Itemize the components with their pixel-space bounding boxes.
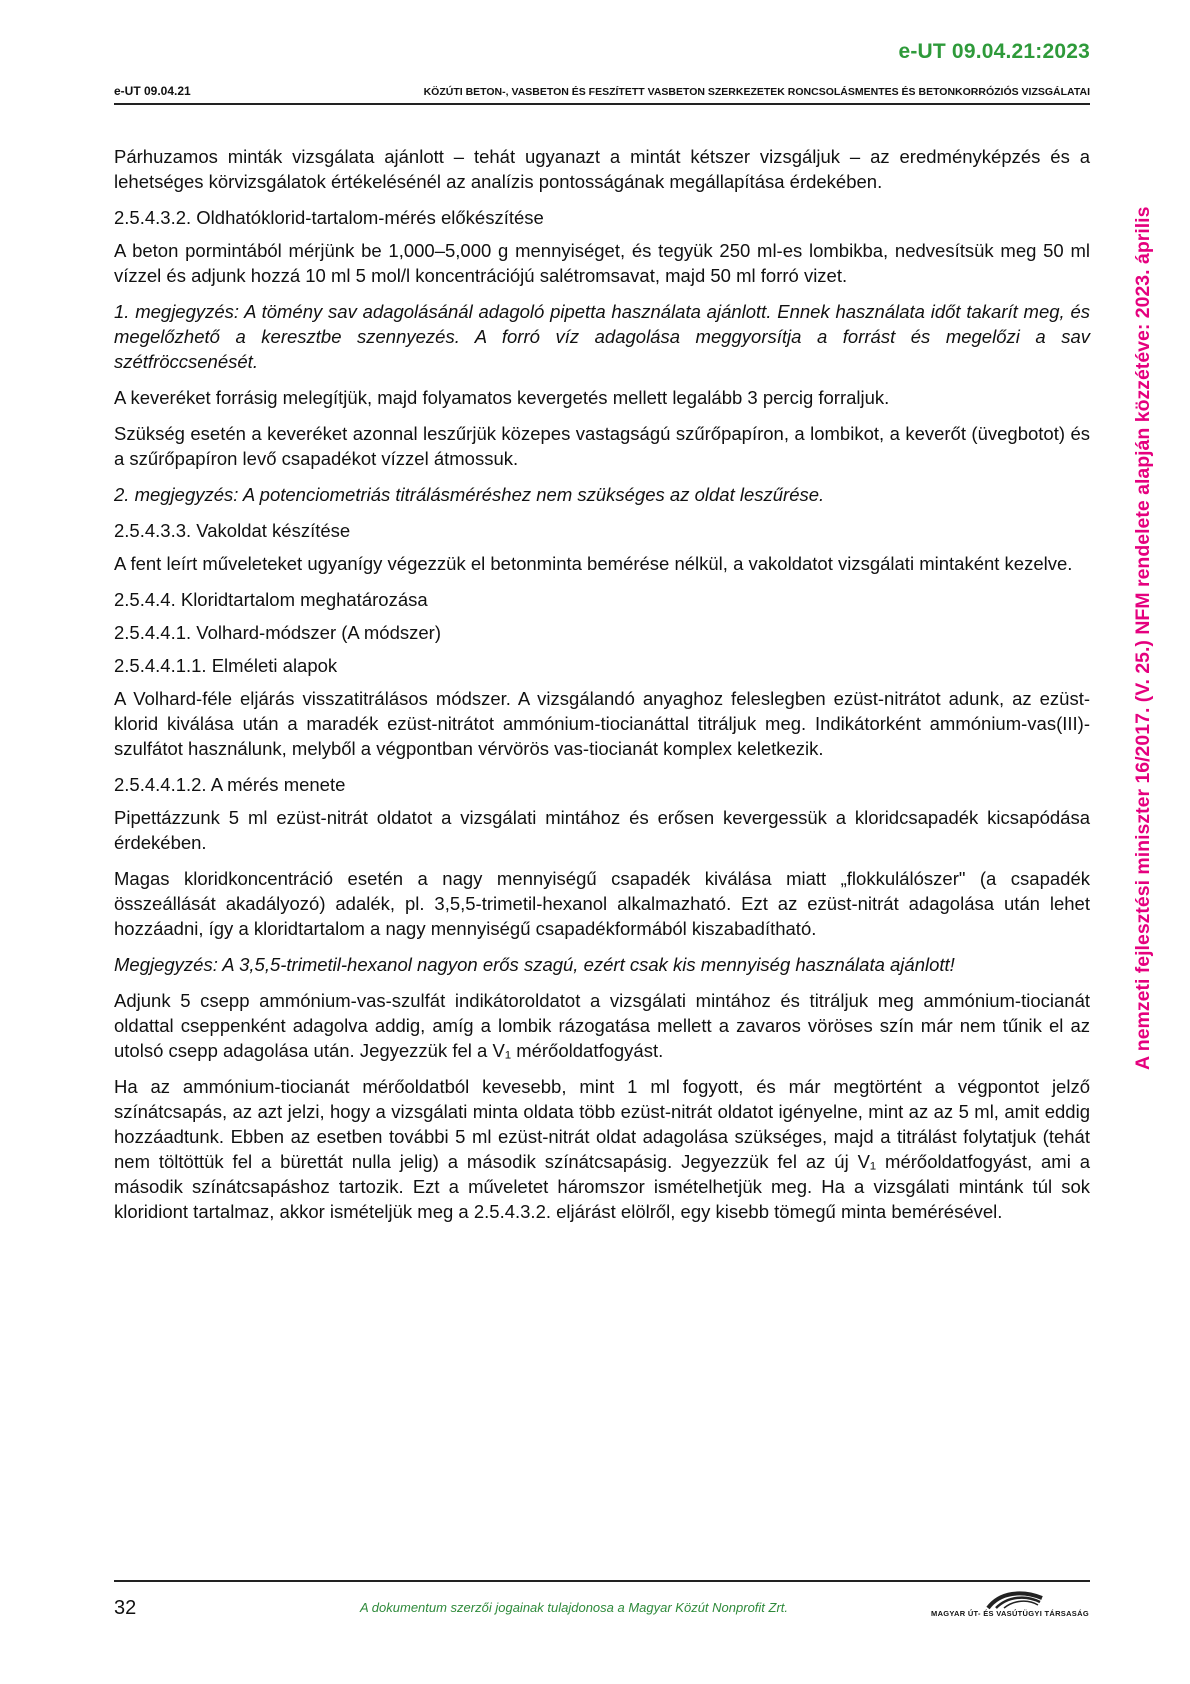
logo-text: MAGYAR ÚT- ÉS VASÚTÜGYI TÁRSASÁG bbox=[931, 1609, 1089, 1618]
header-doc-code: e-UT 09.04.21 bbox=[114, 84, 191, 98]
note: 1. megjegyzés: A tömény sav adagolásánál adagoló pipetta használata ajánlott. Ennek használata időt takarít meg, és megelőzhető a keresztbe szennyezés. A forró víz adagolása meggyorsítja a forrást és megelőzi a sav szétfröccsenését. bbox=[114, 301, 1090, 372]
page-number: 32 bbox=[114, 1597, 137, 1619]
paragraph: Adjunk 5 csepp ammónium-vas-szulfát indikátoroldatot a vizsgálati mintához és titráljuk meg ammónium-tiocianát oldattal cseppenként adagolva addig, amíg a lombik rázogatása mellett a zavaros vöröses szín már nem tűnik el az utolsó csepp adagolása után. Jegyezzük fel a V₁ mérőoldatfogyást. bbox=[114, 990, 1090, 1061]
paragraph: Párhuzamos minták vizsgálata ajánlott – tehát ugyanazt a mintát kétszer vizsgáljuk – az eredményképzés és a lehetséges körvizsgálatok értékelésénél az analízis pontosságának megállapítása érdekében. bbox=[114, 146, 1090, 192]
note: Megjegyzés: A 3,5,5-trimetil-hexanol nagyon erős szagú, ezért csak kis mennyiség használata ajánlott! bbox=[114, 954, 955, 975]
footer-divider bbox=[114, 1580, 1090, 1582]
section-heading: 2.5.4.3.2. Oldhatóklorid-tartalom-mérés előkészítése bbox=[114, 207, 544, 228]
paragraph: A fent leírt műveleteket ugyanígy végezzük el betonminta bemérése nélkül, a vakoldatot vizsgálati mintaként kezelve. bbox=[114, 553, 1073, 574]
main-content bbox=[114, 144, 1090, 1235]
paragraph: A Volhard-féle eljárás visszatitrálásos módszer. A vizsgálandó anyaghoz feleslegben ezüst-nitrátot adunk, az ezüst-klorid kiválása után a maradék ezüst-nitrátot ammónium-tiocianáttal titráljuk meg. Indikátorként ammónium-vas(III)-szulfátot használunk, melyből a végpontban vérvörös vas-tiocianát komplex keletkezik. bbox=[114, 688, 1090, 759]
document-code: e-UT 09.04.21:2023 bbox=[898, 40, 1090, 63]
section-heading: 2.5.4.3.3. Vakoldat készítése bbox=[114, 520, 351, 541]
logo-mark-icon bbox=[930, 1588, 1090, 1610]
section-heading: 2.5.4.4.1.2. A mérés menete bbox=[114, 774, 346, 795]
paragraph: A keveréket forrásig melegítjük, majd folyamatos kevergetés mellett legalább 3 percig forraljuk. bbox=[114, 387, 890, 408]
page-header bbox=[114, 84, 1090, 105]
section-heading: 2.5.4.4.1. Volhard-módszer (A módszer) bbox=[114, 622, 441, 643]
side-publication-note: A nemzeti fejlesztési miniszter 16/2017. (V. 25.) NFM rendelete alapján közzétéve: 2023. április bbox=[1132, 206, 1154, 1070]
paragraph: Magas kloridkoncentráció esetén a nagy mennyiségű csapadék kiválása miatt „flokkulálószer" (a csapadék összeállását akadályozó) adalék, pl. 3,5,5-trimetil-hexanol alkalmazható. Ezt az ezüst-nitrát adagolása után lehet hozzáadni, így a kloridtartalom a nagy mennyiségű csapadékformából kiszabadítható. bbox=[114, 868, 1090, 939]
section-heading: 2.5.4.4.1.1. Elméleti alapok bbox=[114, 655, 338, 676]
paragraph: A beton pormintából mérjünk be 1,000–5,000 g mennyiséget, és tegyük 250 ml-es lombikba, nedvesítsük meg 50 ml vízzel és adjunk hozzá 10 ml 5 mol/l koncentrációjú salétromsavat, majd 50 ml forró vizet. bbox=[114, 240, 1090, 286]
copyright-notice: A dokumentum szerzői jogainak tulajdonosa a Magyar Közút Nonprofit Zrt. bbox=[360, 1600, 789, 1615]
note: 2. megjegyzés: A potenciometriás titrálásméréshez nem szükséges az oldat leszűrése. bbox=[114, 484, 825, 505]
company-logo bbox=[930, 1588, 1090, 1624]
paragraph: Szükség esetén a keveréket azonnal leszűrjük közepes vastagságú szűrőpapíron, a lombikot, a keverőt (üvegbotot) és a szűrőpapíron levő csapadékot vízzel átmossuk. bbox=[114, 423, 1090, 469]
paragraph: Ha az ammónium-tiocianát mérőoldatból kevesebb, mint 1 ml fogyott, és már megtörtént a végpontot jelző színátcsapás, az azt jelzi, hogy a vizsgálati minta oldata több ezüst-nitrát oldatot igényelne, mint az az 5 ml, amit eddig hozzáadtunk. Ebben az esetben további 5 ml ezüst-nitrát oldat adagolása szükséges, majd a titrálást folytatjuk (tehát nem töltöttük fel a bürettát nulla jelig) a második színátcsapásig. Jegyezzük fel az új V₁ mérőoldatfogyást, ami a második színátcsapáshoz tartozik. Ezt a műveletet háromszor ismételhetjük meg. Ha a vizsgálati mintánk túl sok kloridiont tartalmaz, akkor ismételjük meg a 2.5.4.3.2. eljárást elölről, egy kisebb tömegű minta bemérésével. bbox=[114, 1076, 1090, 1222]
section-heading: 2.5.4.4. Kloridtartalom meghatározása bbox=[114, 589, 428, 610]
paragraph: Pipettázzunk 5 ml ezüst-nitrát oldatot a vizsgálati mintához és erősen kevergessük a kloridcsapadék kicsapódása érdekében. bbox=[114, 807, 1090, 853]
header-title: KÖZÚTI BETON-, VASBETON ÉS FESZÍTETT VASBETON SZERKEZETEK RONCSOLÁSMENTES ÉS BETONKORRÓZIÓS VIZSGÁLATAI bbox=[423, 86, 1090, 98]
